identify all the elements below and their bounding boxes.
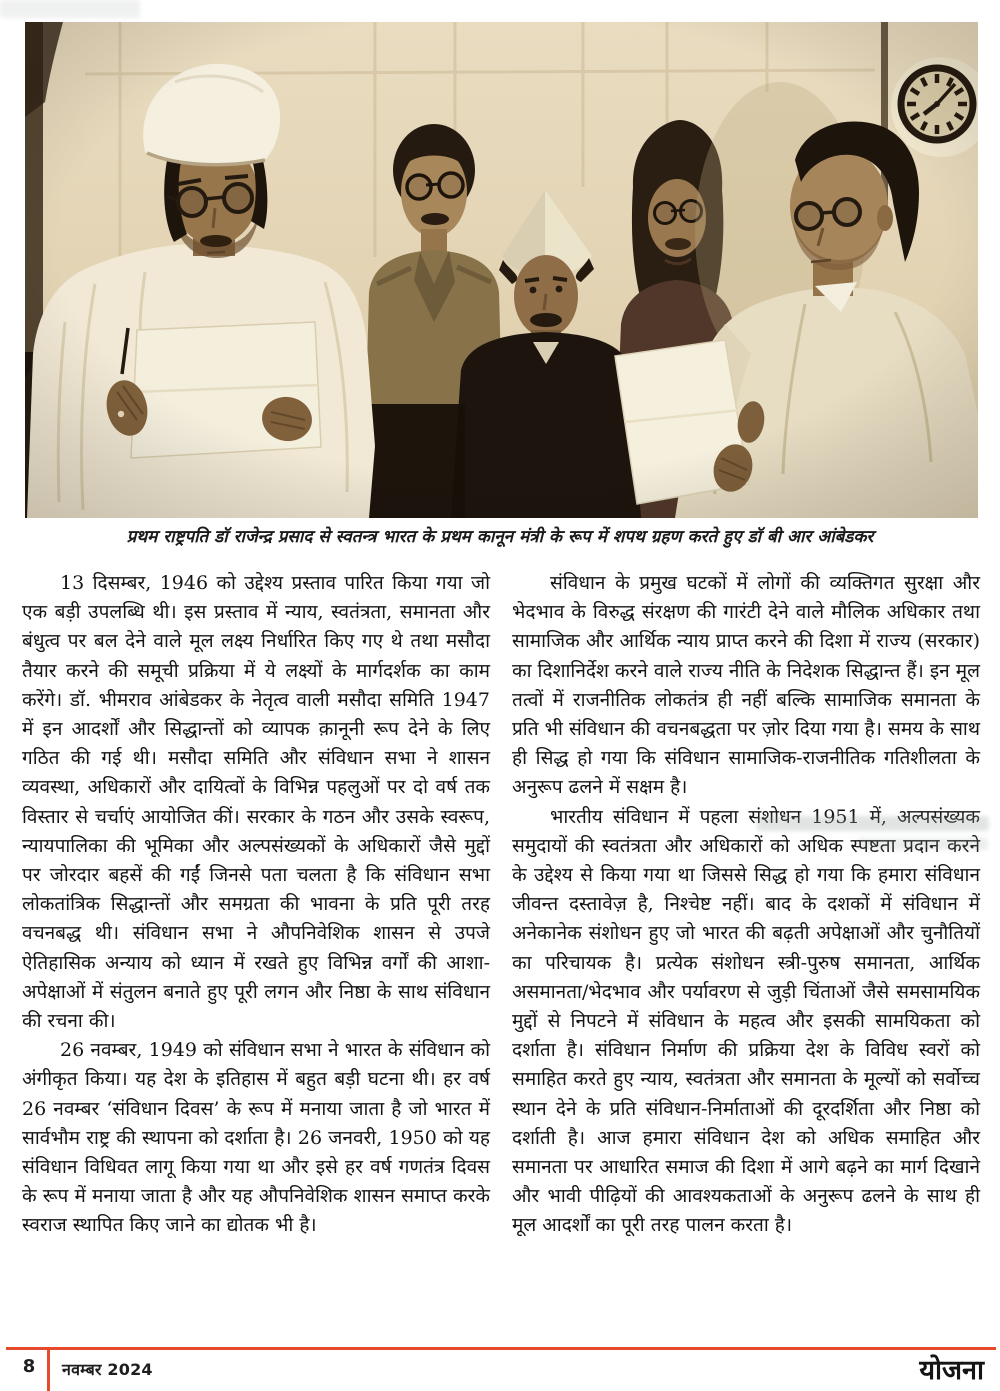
historical-photo-svg (25, 22, 978, 518)
left-column (22, 569, 490, 1241)
article-body (22, 569, 980, 1241)
footer-divider (47, 1347, 50, 1391)
right-column (512, 569, 980, 1241)
page-number: 8 (22, 1356, 36, 1377)
photo-caption: प्रथम राष्ट्रपति डॉ राजेन्द्र प्रसाद से स्वतन्त्र भारत के प्रथम कानून मंत्री के रूप में शपथ ग्रहण करते हुए डॉ बी आर आंबेडकर (126, 527, 874, 547)
magazine-logo: योजना (919, 1355, 984, 1386)
paragraph: 13 दिसम्बर, 1946 को उद्देश्य प्रस्ताव पारित किया गया जो एक बड़ी उपलब्धि थी। इस प्रस्ताव में न्याय, स्वतंत्रता, समानता और बंधुत्व पर बल देने वाले मूल लक्ष्य निर्धारित किए गए थे तथा मसौदा तैयार करने की समूची प्रक्रिया में ये लक्ष्यों के मार्गदर्शक का काम करेंगे। डॉ. भीमराव आंबेडकर के नेतृत्व वाली मसौदा समिति 1947 में इन आदर्शों और सिद्धान्तों को व्यापक क़ानूनी रूप देने के लिए गठित की गई थी। मसौदा समिति और संविधान सभा ने शासन व्यवस्था, अधिकारों और दायित्वों के विभिन्न पहलुओं पर दो वर्ष तक विस्तार से चर्चाएं आयोजित कीं। सरकार के गठन और उसके स्वरूप, न्यायपालिका की भूमिका और अल्पसंख्यकों के अधिकारों जैसे मुद्दों पर जोरदार बहसें की गईं जिनसे पता चलता है कि संविधान सभा लोकतांत्रिक सिद्धान्तों और समग्रता की भावना के प्रति पूरी तरह वचनबद्ध थी। संविधान सभा ने औपनिवेशिक शासन से उपजे ऐतिहासिक अन्याय को ध्यान में रखते हुए विभिन्न वर्गों की आशा-अपेक्षाओं में संतुलन बनाते हुए पूरी लगन और निष्ठा के साथ संविधान की रचना की। (22, 572, 490, 1033)
paragraph: संविधान के प्रमुख घटकों में लोगों की व्यक्तिगत सुरक्षा और भेदभाव के विरुद्ध संरक्षण की गारंटी देने वाले मौलिक अधिकार तथा सामाजिक और आर्थिक न्याय प्राप्त करने की दिशा में राज्य (सरकार) का दिशानिर्देश करने वाले राज्य नीति के निदेशक सिद्धान्त हैं। इन मूल तत्वों में राजनीतिक लोकतंत्र ही नहीं बल्कि सामाजिक समानता के प्रति भी संविधान की वचनबद्धता पर ज़ोर दिया गया है। समय के साथ ही सिद्ध हो गया कि संविधान सामाजिक-राजनीतिक गतिशीलता के अनुरूप ढलने में सक्षम है। (512, 572, 980, 799)
issue-date: नवम्बर 2024 (62, 1360, 153, 1379)
oath-ceremony-photo (25, 22, 978, 518)
paragraph: भारतीय संविधान में पहला संशोधन 1951 में, अल्पसंख्यक समुदायों की स्वतंत्रता और अधिकारों को अधिक स्पष्टता प्रदान करने के उद्देश्य से किया गया था जिससे सिद्ध हो गया कि हमारा संविधान जीवन्त दस्तावेज़ है, निश्चेष्ट नहीं। बाद के दशकों में संविधान में अनेकानेक संशोधन हुए जो भारत की बढ़ती अपेक्षाओं और चुनौतियों का परिचायक है। प्रत्येक संशोधन स्त्री-पुरुष समानता, आर्थिक असमानता/भेदभाव और पर्यावरण से जुड़ी चिंताओं जैसे समसामयिक मुद्दों से निपटने में संविधान के महत्व और इसकी सामयिकता को दर्शाता है। संविधान निर्माण की प्रक्रिया देश के विविध स्वरों को समाहित करते हुए न्याय, स्वतंत्रता और समानता के मूल्यों को सर्वोच्च स्थान देने के प्रति संविधान-निर्माताओं की दूरदर्शिता और निष्ठा को दर्शाती है। आज हमारा संविधान देश को अधिक समाहित और समानता पर आधारित समाज की दिशा में आगे बढ़ने का मार्ग दिखाने और भावी पीढ़ियों की आवश्यकताओं के अनुरूप ढलने के साथ ही मूल आदर्शों का पूरी तरह पालन करता है। (512, 805, 980, 1237)
paragraph: 26 नवम्बर, 1949 को संविधान सभा ने भारत के संविधान को अंगीकृत किया। यह देश के इतिहास में बहुत बड़ी घटना थी। हर वर्ष 26 नवम्बर ‘संविधान दिवस’ के रूप में मनाया जाता है जो भारत में सार्वभौम राष्ट्र की स्थापना को दर्शाता है। 26 जनवरी, 1950 को यह संविधान विधिवत लागू किया गया था और इसे हर वर्ष गणतंत्र दिवस के रूप में मनाया जाता है और यह औपनिवेशिक शासन समाप्त करके स्वराज स्थापित किए जाने का द्योतक भी है। (22, 1039, 490, 1237)
footer-rule (6, 1347, 996, 1350)
photo-vignette (25, 22, 978, 518)
scan-artifact (0, 0, 140, 18)
